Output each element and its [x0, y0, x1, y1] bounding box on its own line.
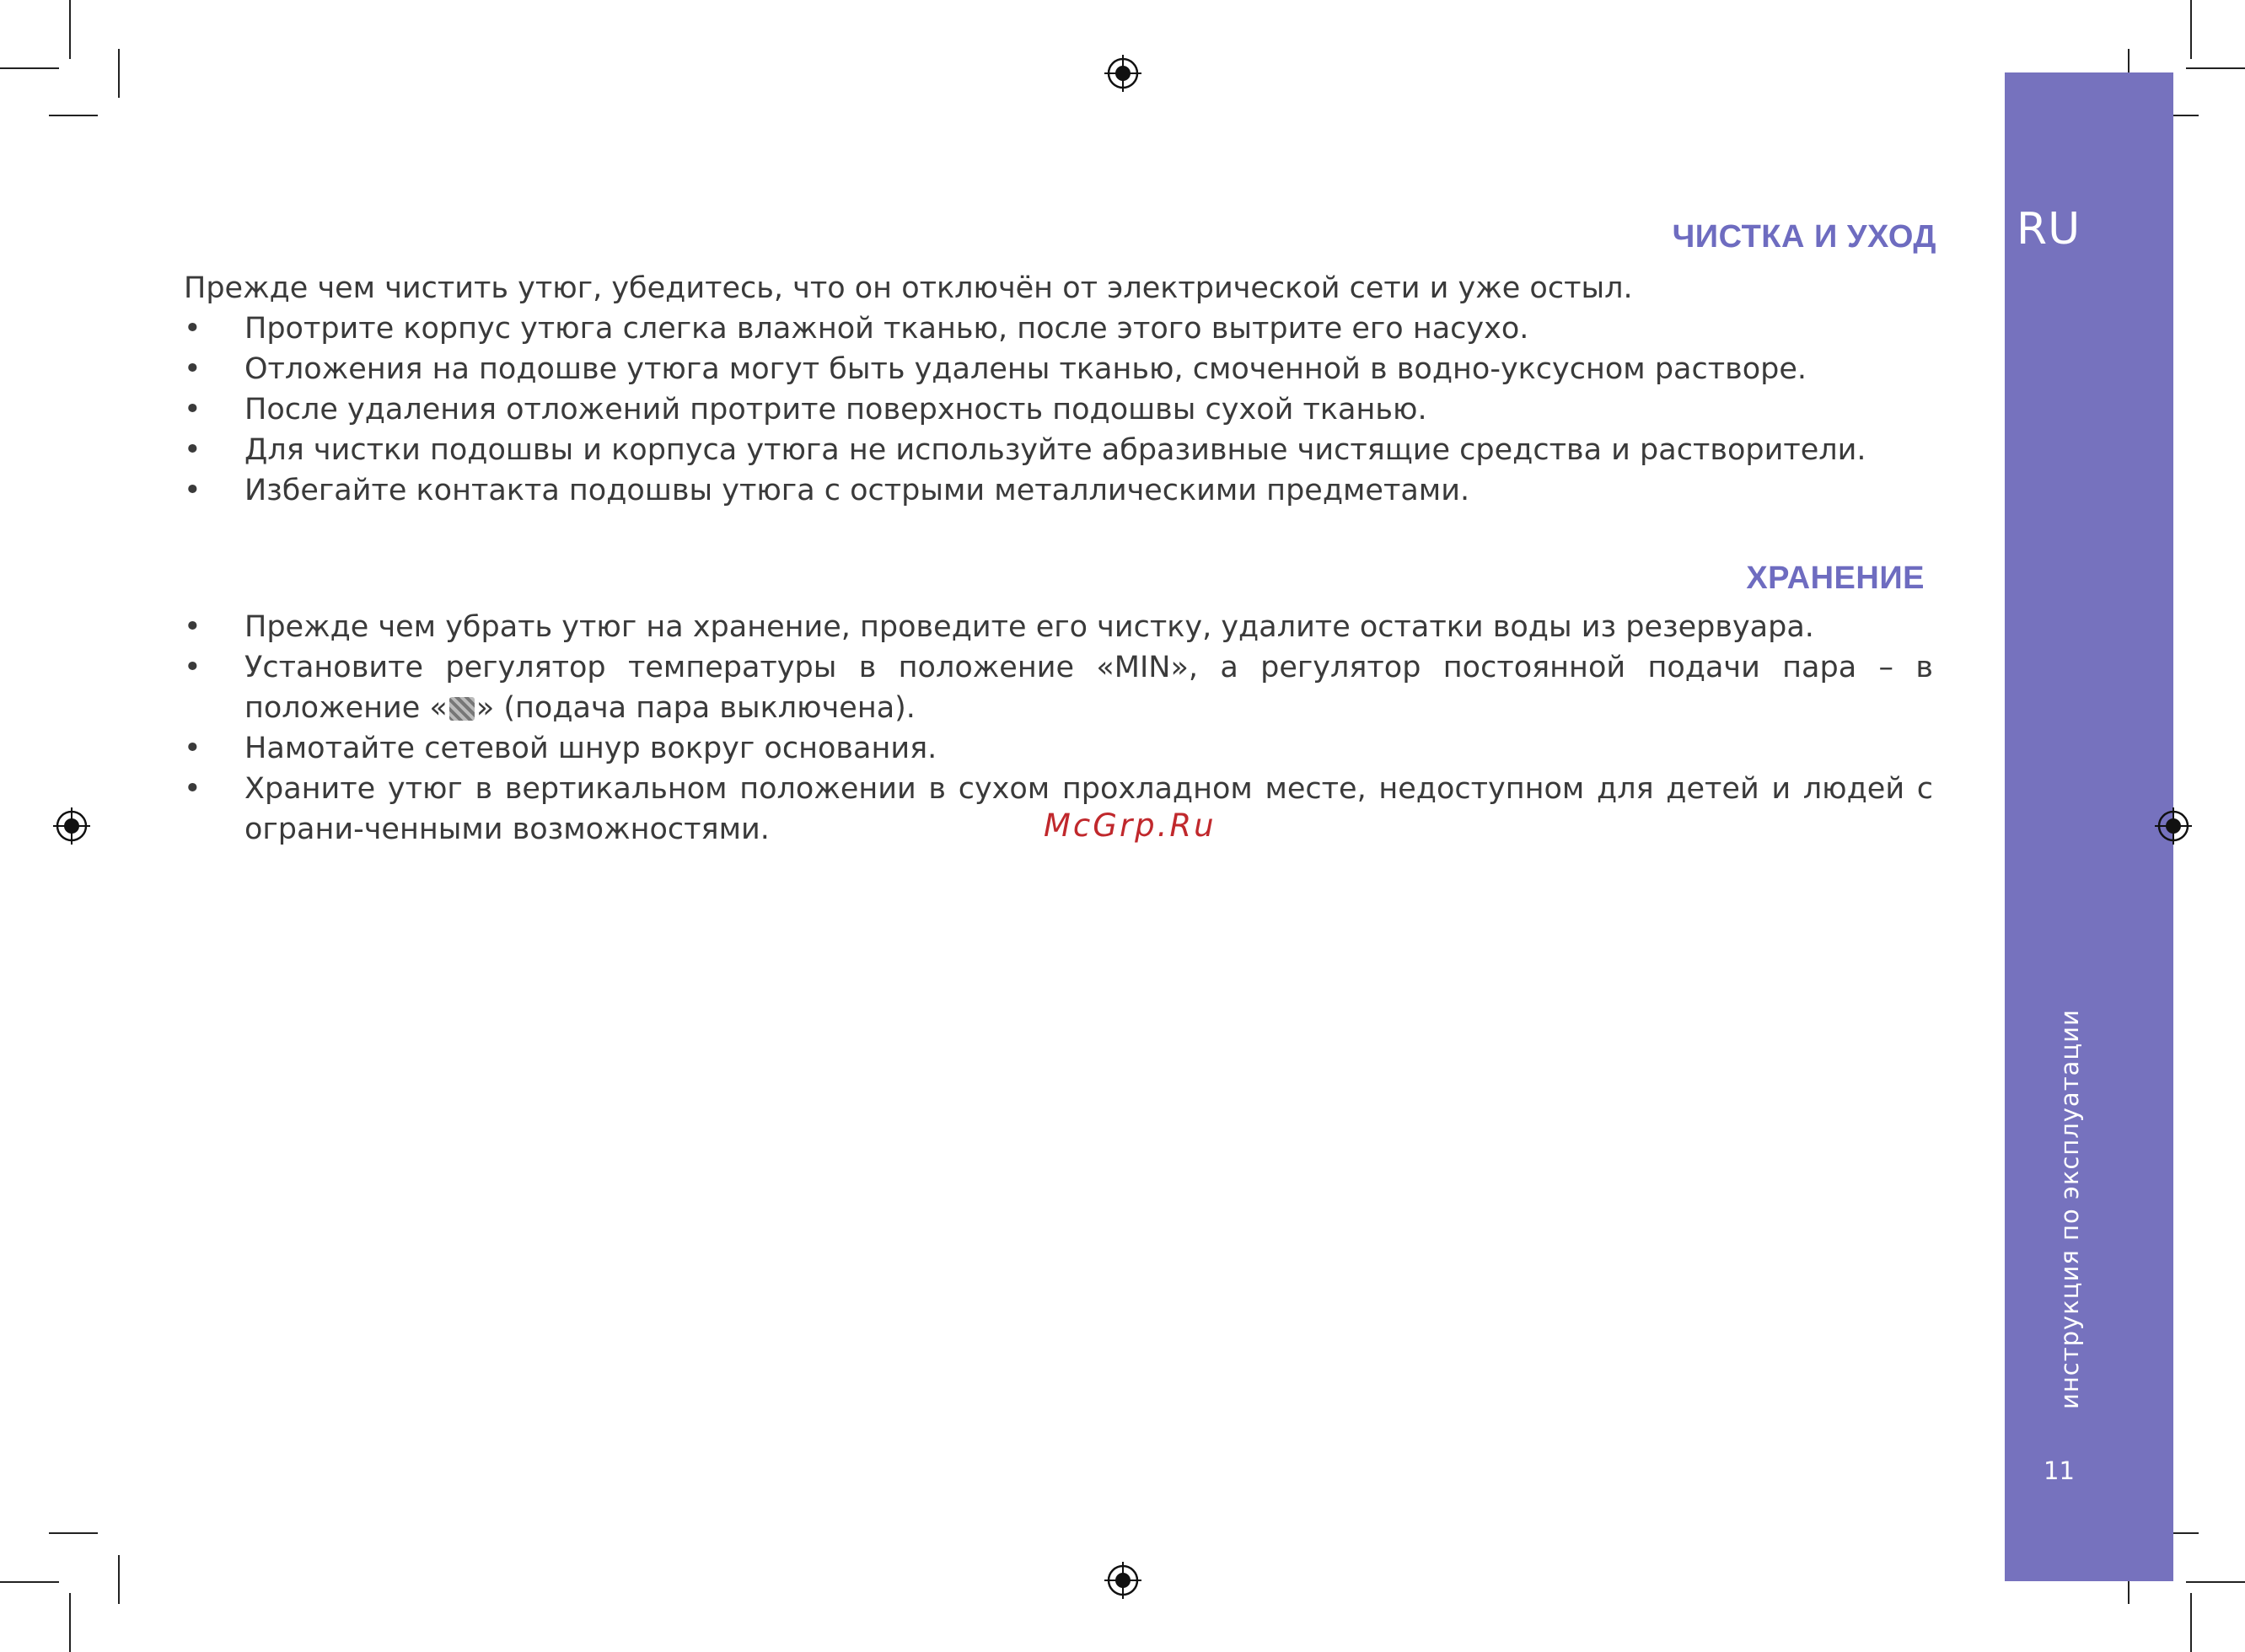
registration-mark-icon: [1104, 55, 1141, 92]
list-item: • После удаления отложений протрите поверхность подошвы сухой тканью.: [184, 393, 1427, 426]
list-item: • Для чистки подошвы и корпуса утюга не используйте абразивные чистящие средства и растворители.: [184, 433, 1866, 467]
side-tab: [2005, 72, 2173, 1581]
crop-mark: [2190, 0, 2192, 59]
crop-mark: [0, 1581, 59, 1583]
crop-mark: [2186, 1581, 2245, 1583]
section-heading-cleaning: ЧИСТКА И УХОД: [1672, 219, 1936, 255]
crop-mark: [49, 1532, 98, 1534]
crop-mark: [69, 1593, 71, 1652]
section-heading-storage: ХРАНЕНИЕ: [1746, 560, 1925, 596]
list-item: • Намотайте сетевой шнур вокруг основания.: [184, 732, 937, 765]
crop-mark: [118, 1555, 120, 1604]
list-item: • Избегайте контакта подошвы утюга с острыми металлическими предметами.: [184, 474, 1470, 507]
cleaning-intro: Прежде чем чистить утюг, убедитесь, что он отключён от электрической сети и уже остыл.: [184, 271, 1633, 305]
crop-mark: [0, 67, 59, 69]
cleaning-list: [184, 308, 1933, 511]
registration-mark-icon: [53, 807, 90, 845]
page-number: 11: [2044, 1456, 2075, 1485]
crop-mark: [49, 115, 98, 116]
crop-mark: [2190, 1593, 2192, 1652]
watermark: McGrp.Ru: [1044, 807, 1216, 844]
crop-mark: [69, 0, 71, 59]
steam-off-icon: [449, 697, 475, 721]
list-item: • Прежде чем убрать утюг на хранение, проведите его чистку, удалите остатки воды из резервуара.: [184, 610, 1814, 644]
list-item: • Храните утюг в вертикальном положении в сухом прохладном месте, недоступном для детей и людей с ограни-ченными возможностями.: [184, 772, 1933, 846]
registration-mark-icon: [1104, 1562, 1141, 1599]
manual-caption: инструкция по эксплуатации: [2055, 1009, 2084, 1409]
registration-mark-icon: [2155, 807, 2192, 845]
list-item: • Протрите корпус утюга слегка влажной тканью, после этого вытрите его насухо.: [184, 312, 1529, 346]
list-item: • Установите регулятор температуры в положение «MIN», а регулятор постоянной подачи пара – в положение « » (подача пара выключена).: [184, 651, 1933, 725]
list-item: • Отложения на подошве утюга могут быть удалены тканью, смоченной в водно-уксусном растворе.: [184, 352, 1807, 386]
language-label: RU: [2017, 204, 2081, 255]
crop-mark: [2186, 67, 2245, 69]
crop-mark: [118, 49, 120, 98]
